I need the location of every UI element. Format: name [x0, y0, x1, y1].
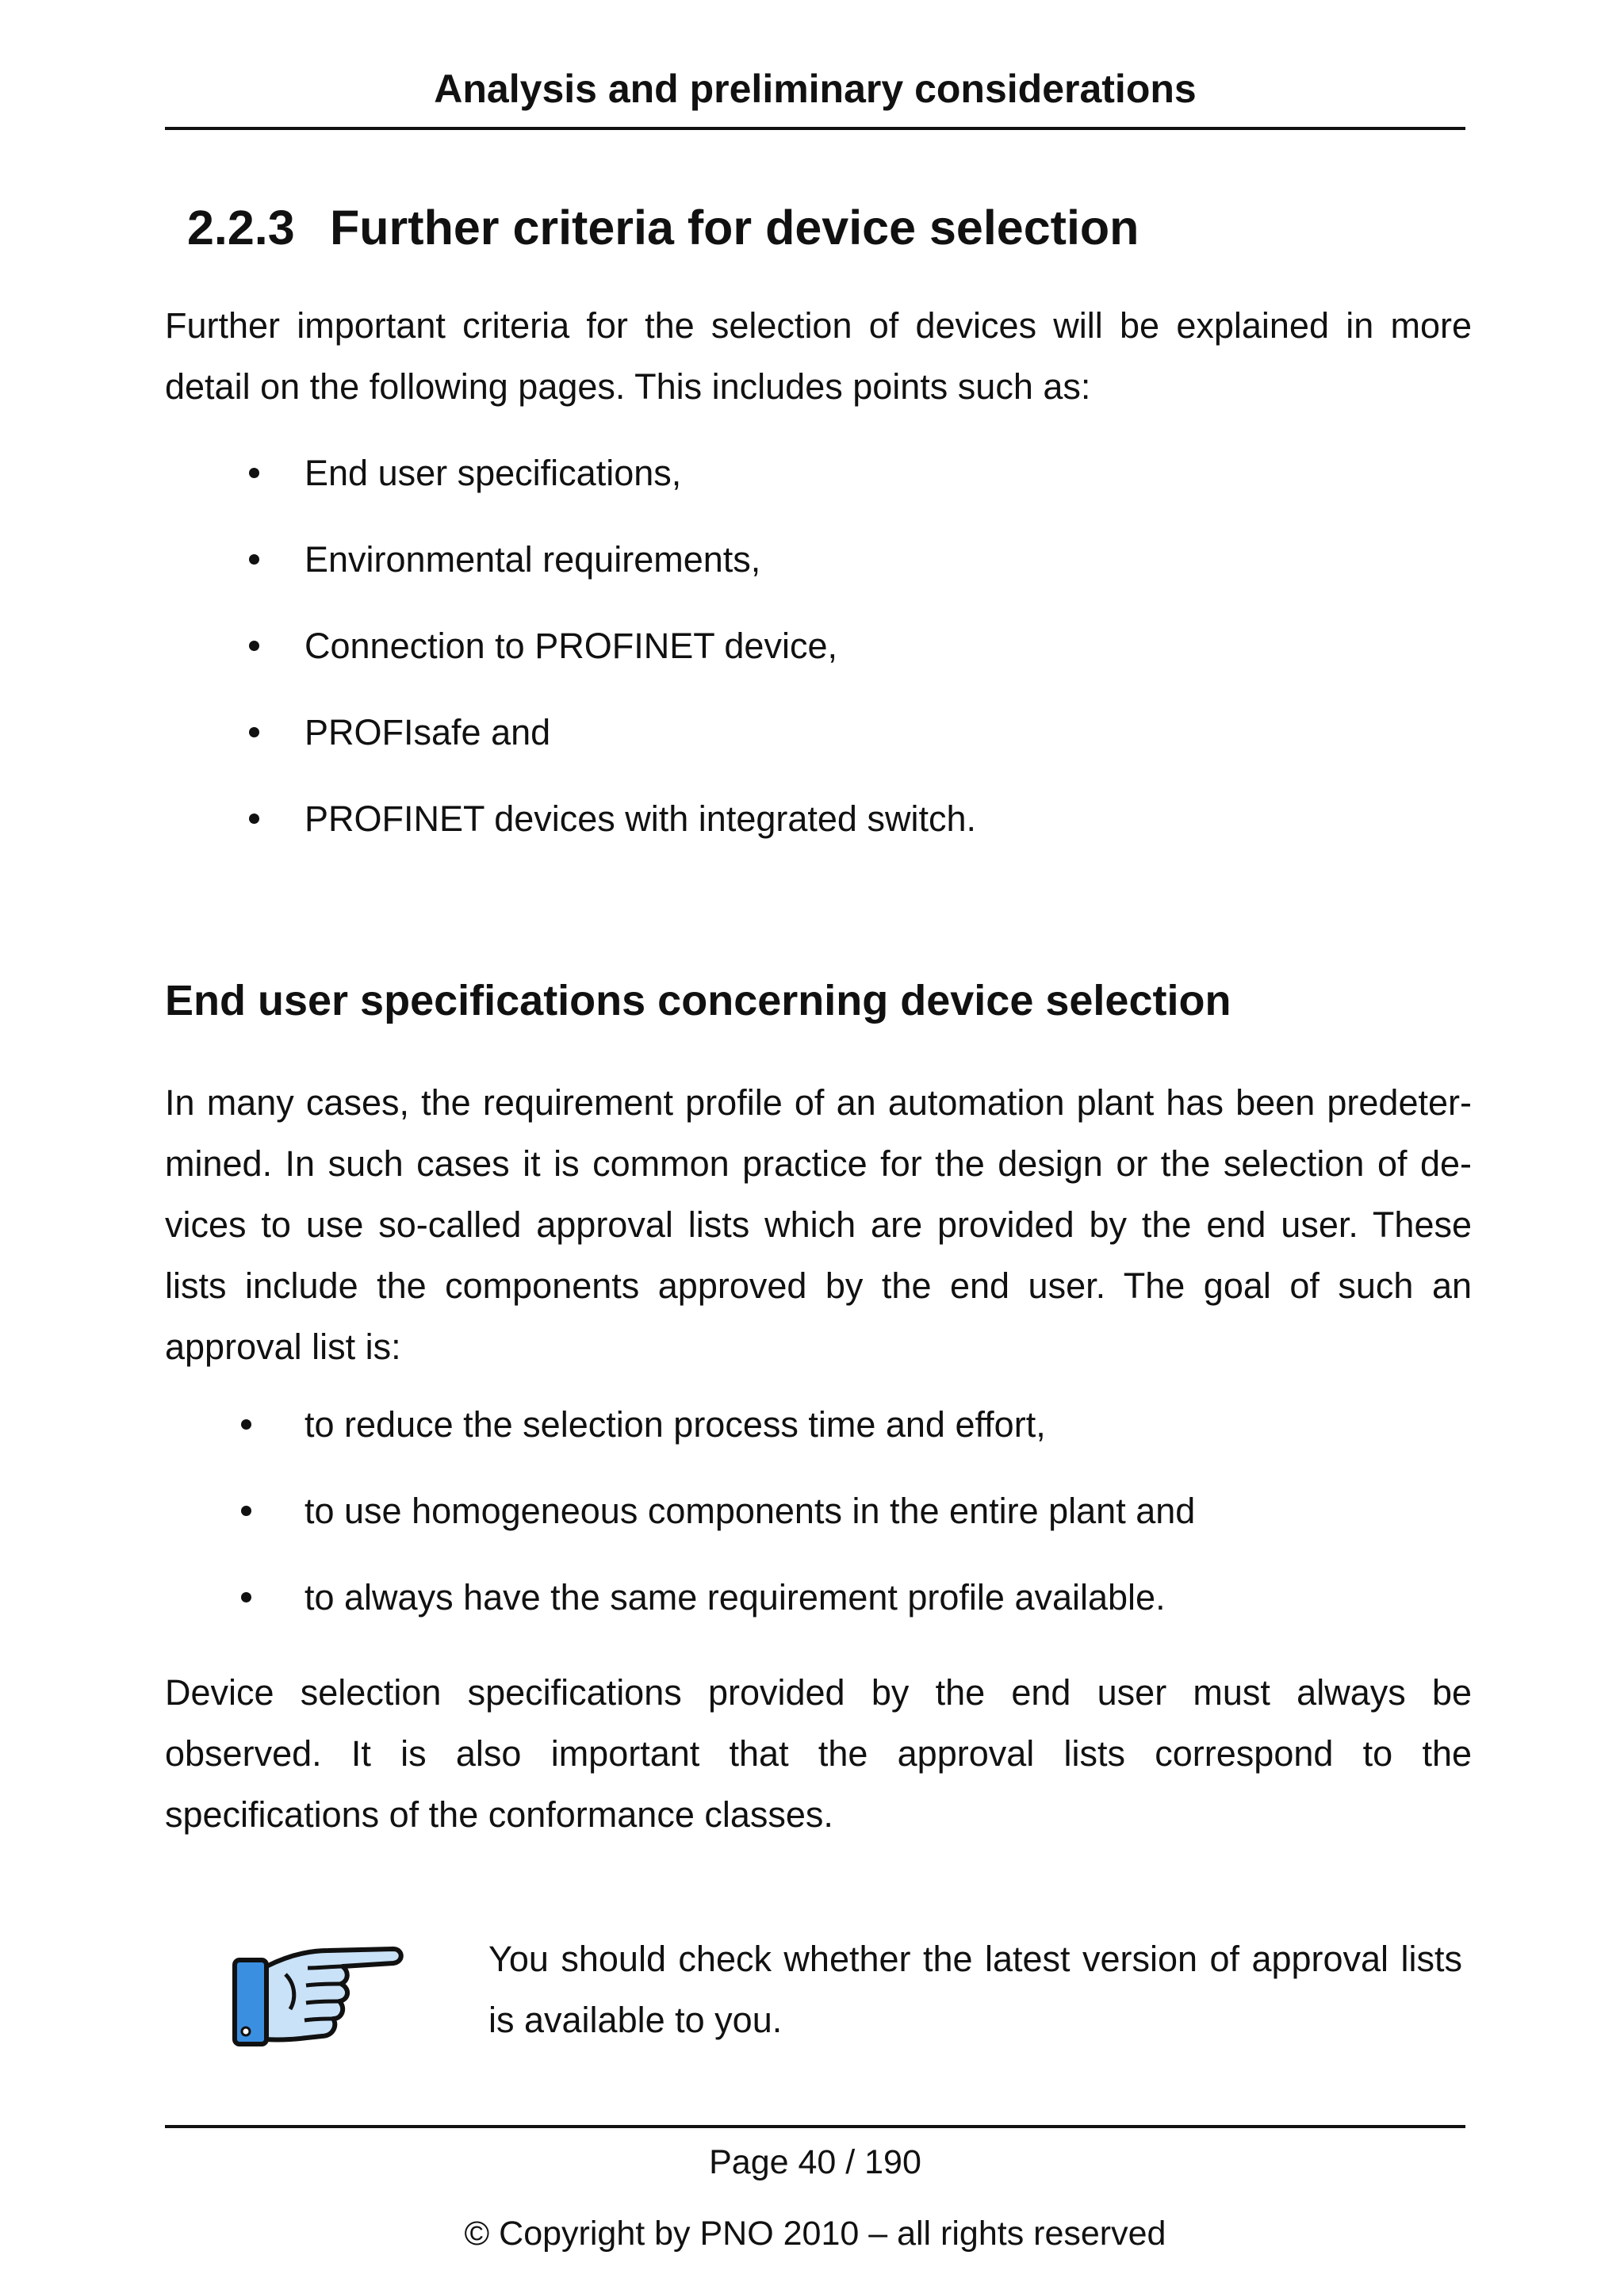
note-text: You should check whether the latest version of approval lists is available to you.: [488, 1939, 1462, 2040]
bullet-icon: [249, 814, 259, 824]
list-item: to use homogeneous components in the entire plant and: [165, 1480, 1465, 1567]
copyright-notice: © Copyright by PNO 2010 – all rights reserved: [464, 2215, 1166, 2253]
list-item: to always have the same requirement profile available.: [165, 1567, 1465, 1653]
list-item: Connection to PROFINET device,: [165, 615, 1465, 702]
list-item: End user specifications,: [165, 442, 1465, 529]
approval-paragraph: In many cases, the requirement profile of an automation plant has been predeter-mined. In such cases it is common practice for the design or the selection of de-vices to use so-called approval lists which are provided by the end user. These lists include the components approved by the end user. The goal of such an approval list is:: [165, 1082, 1472, 1367]
section-heading: [187, 192, 1139, 263]
bullet-icon: [249, 468, 259, 478]
bullet-icon: [249, 727, 259, 737]
bullet-icon: [249, 554, 259, 565]
bullet-icon: [241, 1419, 251, 1430]
pointing-hand-icon: [230, 1943, 406, 2050]
list-item: PROFINET devices with integrated switch.: [165, 788, 1465, 875]
section-title: Further criteria for device selection: [330, 201, 1139, 255]
running-header: Analysis and preliminary considerations: [434, 67, 1197, 111]
subsection-heading: End user specifications concerning device selection: [165, 977, 1231, 1024]
list-item: to reduce the selection process time and effort,: [165, 1394, 1465, 1480]
section-number: 2.2.3: [187, 201, 295, 255]
bullet-icon: [249, 641, 259, 651]
page-number: Page 40 / 190: [709, 2143, 921, 2181]
list-item: PROFIsafe and: [165, 702, 1465, 788]
bullet-icon: [241, 1592, 251, 1602]
footer-rule: [165, 2125, 1465, 2128]
closing-paragraph: Device selection specifications provided by the end user must always be observed. It is also important that the approval lists correspond to the specifications of the conformance classes.: [165, 1672, 1472, 1835]
list-item: Environmental requirements,: [165, 529, 1465, 615]
header-rule: [165, 127, 1465, 130]
criteria-list: [165, 442, 1465, 875]
intro-paragraph: Further important criteria for the selection of devices will be explained in more detail on the following pages. This includes points such as:: [165, 305, 1472, 407]
goal-list: [165, 1394, 1465, 1653]
bullet-icon: [241, 1506, 251, 1516]
